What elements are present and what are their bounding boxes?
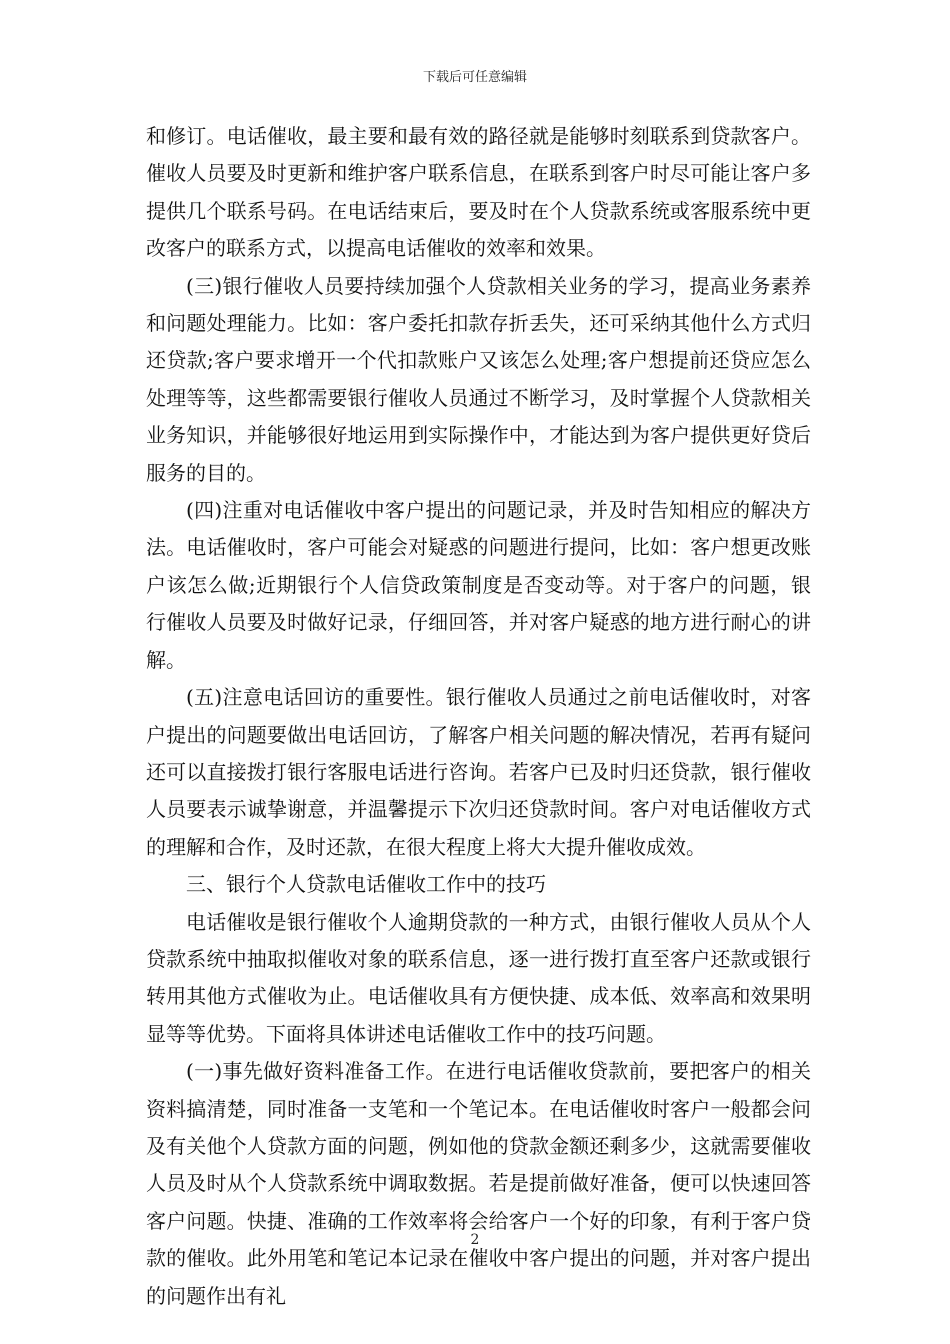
page-number: 2 [470, 1232, 480, 1248]
paragraph-3: (四)注重对电话催收中客户提出的问题记录，并及时告知相应的解决方法。电话催收时，客户可能会对疑惑的问题进行提问，比如：客户想更改账户该怎么做;近期银行个人信贷政策制度是否变动等。对于客户的问题，银行催收人员要及时做好记录，仔细回答，并对客户疑惑的地方进行耐心的讲解。 [146, 498, 811, 672]
paragraph-4: (五)注意电话回访的重要性。银行催收人员通过之前电话催收时，对客户提出的问题要做出电话回访，了解客户相关问题的解决情况，若再有疑问还可以直接拨打银行客服电话进行咨询。若客户已及时归还贷款，银行催收人员要表示诚挚谢意，并温馨提示下次归还贷款时间。客户对电话催收方式的理解和合作，及时还款，在很大程度上将大大提升催收成效。 [146, 685, 811, 859]
paragraph-5: 电话催收是银行催收个人逾期贷款的一种方式，由银行催收人员从个人贷款系统中抽取拟催收对象的联系信息，逐一进行拨打直至客户还款或银行转用其他方式催收为止。电话催收具有方便快捷、成本低、效率高和效果明显等等优势。下面将具体讲述电话催收工作中的技巧问题。 [146, 909, 811, 1046]
page-header: 下载后可任意编辑 [422, 70, 527, 85]
paragraph-6: (一)事先做好资料准备工作。在进行电话催收贷款前，要把客户的相关资料搞清楚，同时准备一支笔和一个笔记本。在电话催收时客户一般都会问及有关他个人贷款方面的问题，例如他的贷款金额还剩多少，这就需要催收人员及时从个人贷款系统中调取数据。若是提前做好准备，便可以快速回答客户问题。快捷、准确的工作效率将会给客户一个好的印象，有利于客户贷款的催收。此外用笔和笔记本记录在催收中客户提出的问题，并对客户提出的问题作出有礼 [146, 1059, 811, 1308]
paragraph-1: 和修订。电话催收，最主要和最有效的路径就是能够时刻联系到贷款客户。催收人员要及时更新和维护客户联系信息，在联系到客户时尽可能让客户多提供几个联系号码。在电话结束后，要及时在个人贷款系统或客服系统中更改客户的联系方式，以提高电话催收的效率和效果。 [146, 124, 811, 261]
section-heading: 三、银行个人贷款电话催收工作中的技巧 [186, 872, 546, 897]
document-body [146, 118, 811, 1315]
paragraph-2: (三)银行催收人员要持续加强个人贷款相关业务的学习，提高业务素养和问题处理能力。比如：客户委托扣款存折丢失，还可采纳其他什么方式归还贷款;客户要求增开一个代扣款账户又该怎么处理;客户想提前还贷应怎么处理等等，这些都需要银行催收人员通过不断学习，及时掌握个人贷款相关业务知识，并能够很好地运用到实际操作中，才能达到为客户提供更好贷后服务的目的。 [146, 273, 811, 485]
